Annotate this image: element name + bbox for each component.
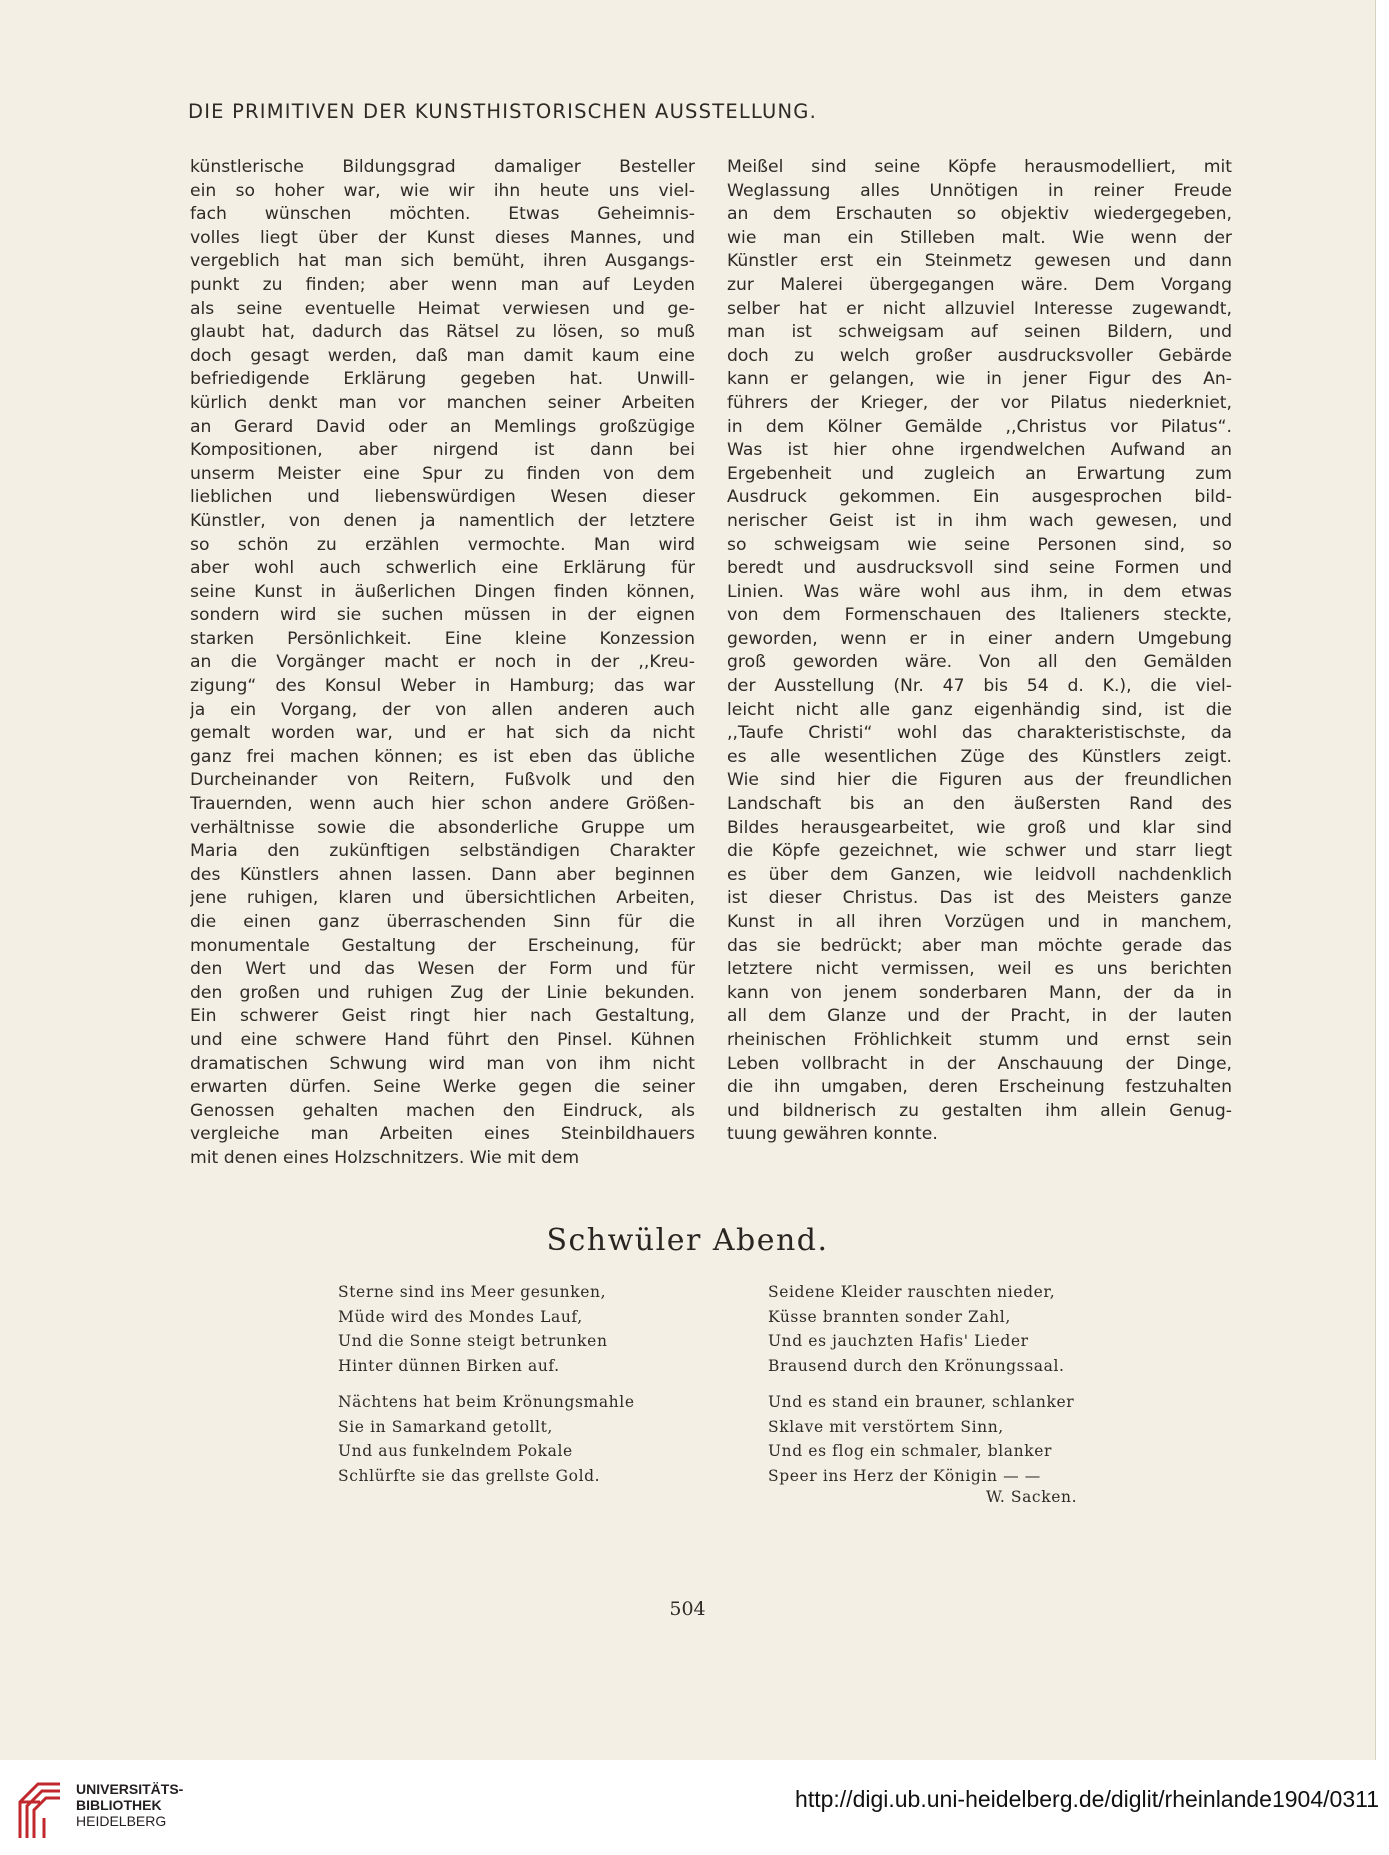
library-name-line: BIBLIOTHEK — [76, 1797, 162, 1813]
poem-line: Schlürfte sie das grellste Gold. — [338, 1466, 601, 1485]
text-line: gemalt worden war, und er hat sich da nicht — [190, 723, 695, 744]
text-line: es über dem Ganzen, wie leidvoll nachdenklich — [727, 864, 1232, 885]
poem-stanza — [338, 1390, 635, 1488]
text-line: an die Vorgänger macht er noch in der ,,Kreu- — [190, 652, 695, 673]
text-line: ,,Taufe Christi“ wohl das charakteristischste, da — [727, 723, 1232, 744]
text-line: so schweigsam wie seine Personen sind, so — [727, 534, 1232, 555]
text-line: aber wohl auch schwerlich eine Erklärung für — [190, 558, 695, 579]
text-line: führers der Krieger, der vor Pilatus niederkniet, — [727, 392, 1232, 413]
text-line: die ihn umgaben, deren Erscheinung festzuhalten — [727, 1077, 1232, 1098]
text-line: letztere nicht vermissen, weil es uns berichten — [727, 959, 1232, 980]
text-line: doch zu welch großer ausdrucksvoller Gebärde — [727, 345, 1232, 366]
library-name — [76, 1781, 183, 1829]
text-line: ja ein Vorgang, der von allen anderen auch — [190, 699, 695, 720]
poem-line: Und aus funkelndem Pokale — [338, 1442, 573, 1461]
text-line: beredt und ausdrucksvoll sind seine Formen und — [727, 558, 1232, 579]
text-line: Durcheinander von Reitern, Fußvolk und den — [190, 770, 695, 791]
library-name-line: UNIVERSITÄTS- — [76, 1781, 184, 1797]
text-line: kürlich denkt man vor manchen seiner Arbeiten — [190, 392, 695, 413]
poem-line: Küsse brannten sonder Zahl, — [768, 1307, 1011, 1326]
poem-stanza — [338, 1280, 608, 1378]
poem-line: Nächtens hat beim Krönungsmahle — [338, 1393, 635, 1411]
text-line: die einen ganz überraschenden Sinn für die — [190, 912, 695, 932]
text-line: Ausdruck gekommen. Ein ausgesprochen bild- — [727, 487, 1232, 508]
text-line: nerischer Geist ist in ihm wach gewesen, und — [727, 510, 1232, 531]
text-line: vergeblich hat man sich bemüht, ihren Ausgangs- — [190, 251, 695, 272]
text-line: fach wünschen möchten. Etwas Geheimnis- — [190, 204, 695, 225]
text-line: glaubt hat, dadurch das Rätsel zu lösen, so muß — [190, 322, 695, 343]
text-line: den großen und ruhigen Zug der Linie bekunden. — [190, 982, 695, 1003]
poem-line: Sterne sind ins Meer gesunken, — [338, 1283, 607, 1301]
source-url-link[interactable]: http://digi.ub.uni-heidelberg.de/diglit/rheinlande1904/0311 — [795, 1786, 1379, 1812]
text-line: groß geworden wäre. Von all den Gemälden — [727, 652, 1232, 673]
poem-line: Speer ins Herz der Königin — — — [768, 1466, 1041, 1485]
text-line: ganz frei machen können; es ist eben das übliche — [190, 746, 695, 767]
text-line: Trauernden, wenn auch hier schon andere Größen- — [190, 794, 695, 815]
text-line: den Wert und das Wesen der Form und für — [190, 959, 695, 980]
text-line: sondern wird sie suchen müssen in der eignen — [190, 605, 695, 626]
text-line: tuung gewähren konnte. — [727, 1124, 938, 1145]
poem-line: Und die Sonne steigt betrunken — [338, 1332, 608, 1351]
text-line: künstlerische Bildungsgrad damaliger Besteller — [190, 157, 695, 177]
page-number: 504 — [669, 1598, 706, 1620]
text-line: wie man ein Stilleben malt. Wie wenn der — [727, 227, 1232, 248]
text-line: ist dieser Christus. Das ist des Meisters ganze — [727, 888, 1232, 909]
text-line: Ein schwerer Geist ringt hier nach Gestaltung, — [190, 1006, 695, 1027]
text-line: Künstler erst ein Steinmetz gewesen und dann — [727, 251, 1232, 272]
poem-line: Hinter dünnen Birken auf. — [338, 1356, 560, 1375]
text-line: zigung“ des Konsul Weber in Hamburg; das war — [190, 676, 695, 697]
text-line: mit denen eines Holzschnitzers. Wie mit dem — [190, 1147, 580, 1168]
text-column-right — [727, 156, 1232, 1147]
text-line: man ist schweigsam auf seinen Bildern, und — [727, 322, 1232, 343]
footer-bar — [0, 1760, 1389, 1855]
text-line: Wie sind hier die Figuren aus der freundlichen — [727, 770, 1232, 791]
poem-line: Sie in Samarkand getollt, — [338, 1417, 553, 1436]
text-line: das sie bedrückt; aber man möchte gerade das — [727, 935, 1232, 956]
text-line: Was ist hier ohne irgendwelchen Aufwand an — [727, 440, 1232, 461]
text-line: lieblichen und liebenswürdigen Wesen dieser — [190, 487, 695, 508]
text-line: so schön zu erzählen vermochte. Man wird — [190, 534, 695, 555]
text-line: es alle wesentlichen Züge des Künstlers zeigt. — [727, 746, 1232, 767]
text-line: kann er gelangen, wie in jener Figur des An- — [727, 369, 1232, 390]
poem-stanza — [768, 1390, 1074, 1488]
text-line: befriedigende Erklärung gegeben hat. Unwill- — [190, 369, 695, 390]
text-line: des Künstlers ahnen lassen. Dann aber beginnen — [190, 864, 695, 885]
poem-title: Schwüler Abend. — [546, 1223, 829, 1258]
poem-line: Sklave mit verstörtem Sinn, — [768, 1417, 1004, 1436]
text-line: erwarten dürfen. Seine Werke gegen die seiner — [190, 1077, 695, 1098]
text-line: doch gesagt werden, daß man damit kaum eine — [190, 345, 695, 366]
text-line: all dem Glanze und der Pracht, in der lauten — [727, 1006, 1232, 1027]
text-line: Genossen gehalten machen den Eindruck, als — [190, 1100, 695, 1121]
library-name-line: HEIDELBERG — [76, 1813, 167, 1829]
text-line: und eine schwere Hand führt den Pinsel. Kühnen — [190, 1029, 695, 1050]
text-line: seine Kunst in äußerlichen Dingen finden können, — [190, 581, 695, 602]
text-line: der Ausstellung (Nr. 47 bis 54 d. K.), die viel- — [727, 676, 1232, 697]
text-line: zur Malerei übergegangen wäre. Dem Vorgang — [727, 274, 1232, 295]
text-line: jene ruhigen, klaren und übersichtlichen Arbeiten, — [190, 888, 695, 909]
text-line: Leben vollbracht in der Anschauung der Dinge, — [727, 1053, 1232, 1074]
text-line: leicht nicht alle ganz eigenhändig sind, ist die — [727, 699, 1232, 720]
university-library-logo-icon — [14, 1772, 66, 1842]
poem-line: Und es flog ein schmaler, blanker — [768, 1442, 1052, 1461]
text-line: verhältnisse sowie die absonderliche Gruppe um — [190, 817, 695, 838]
text-line: Meißel sind seine Köpfe herausmodelliert, mit — [727, 157, 1232, 177]
text-column-left — [190, 156, 695, 1171]
text-line: Weglassung alles Unnötigen in reiner Freude — [727, 180, 1232, 201]
text-line: Bildes herausgearbeitet, wie groß und klar sind — [727, 817, 1232, 838]
text-line: an dem Erschauten so objektiv wiedergegeben, — [727, 204, 1232, 225]
text-line: Ergebenheit und zugleich an Erwartung zum — [727, 463, 1232, 484]
text-line: geworden, wenn er in einer andern Umgebung — [727, 628, 1232, 649]
text-line: in dem Kölner Gemälde ,,Christus vor Pilatus“. — [727, 416, 1232, 437]
text-line: kann von jenem sonderbaren Mann, der da in — [727, 982, 1232, 1003]
text-line: von dem Formenschauen des Italieners steckte, — [727, 605, 1232, 626]
running-header: DIE PRIMITIVEN DER KUNSTHISTORISCHEN AUSSTELLUNG. — [188, 100, 817, 123]
text-line: volles liegt über der Kunst dieses Mannes, und — [190, 227, 695, 248]
text-line: Linien. Was wäre wohl aus ihm, in dem etwas — [727, 581, 1232, 602]
text-line: punkt zu finden; aber wenn man auf Leyden — [190, 274, 695, 295]
text-line: Landschaft bis an den äußersten Rand des — [727, 794, 1232, 815]
text-line: Kunst in all ihren Vorzügen und in manchem, — [727, 912, 1232, 932]
poem-line: Seidene Kleider rauschten nieder, — [768, 1283, 1056, 1301]
poem-line: Und es jauchzten Hafis' Lieder — [768, 1332, 1029, 1351]
text-line: Künstler, von denen ja namentlich der letztere — [190, 510, 695, 531]
text-line: starken Persönlichkeit. Eine kleine Konzession — [190, 628, 695, 649]
text-line: rheinischen Fröhlichkeit stumm und ernst sein — [727, 1029, 1232, 1050]
text-line: unserm Meister eine Spur zu finden von dem — [190, 463, 695, 484]
text-line: selber hat er nicht allzuviel Interesse zugewandt, — [727, 298, 1232, 319]
text-line: ein so hoher war, wie wir ihn heute uns viel- — [190, 180, 695, 201]
poem-line: Müde wird des Mondes Lauf, — [338, 1307, 583, 1326]
poem-stanza — [768, 1280, 1065, 1378]
text-line: und bildnerisch zu gestalten ihm allein Genug- — [727, 1100, 1232, 1121]
text-line: an Gerard David oder an Memlings großzügige — [190, 416, 695, 437]
text-line: dramatischen Schwung wird man von ihm nicht — [190, 1053, 695, 1074]
text-line: vergleiche man Arbeiten eines Steinbildhauers — [190, 1124, 695, 1145]
poem-author: W. Sacken. — [986, 1488, 1078, 1506]
text-line: als seine eventuelle Heimat verwiesen und ge- — [190, 298, 695, 319]
text-line: Kompositionen, aber nirgend ist dann bei — [190, 440, 695, 461]
poem-line: Und es stand ein brauner, schlanker — [768, 1393, 1075, 1411]
text-line: Maria den zukünftigen selbständigen Charakter — [190, 841, 695, 862]
text-line: monumentale Gestaltung der Erscheinung, für — [190, 935, 695, 956]
poem-line: Brausend durch den Krönungssaal. — [768, 1356, 1065, 1375]
text-line: die Köpfe gezeichnet, wie schwer und starr liegt — [727, 841, 1232, 862]
